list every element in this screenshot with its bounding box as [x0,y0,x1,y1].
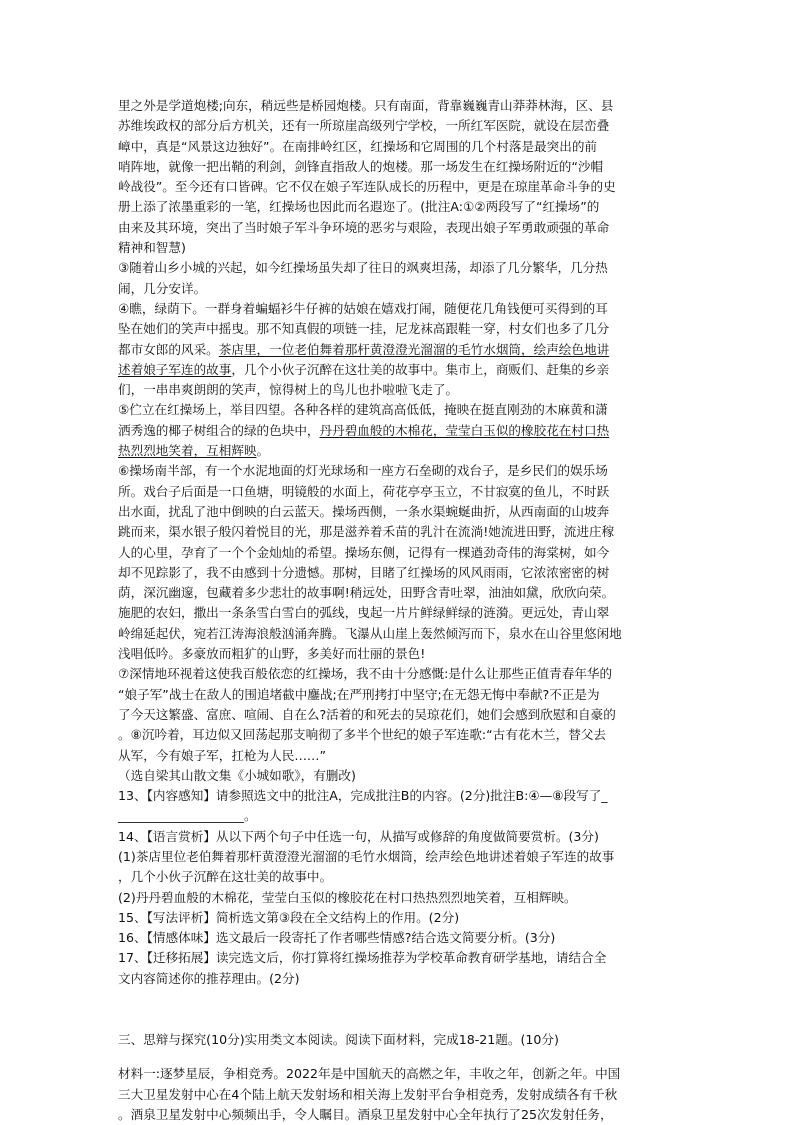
text-segment: ⑤伫立在红操场上，举目四望。各种各样的建筑高高低低，掩映在挺直刚劲的木麻黄和潇 [118,402,608,418]
text-segment: 哨阵地，就像一把出鞘的利剑，剑锋直指敌人的炮楼。那一场发生在红操场附近的“沙帽 [118,158,604,174]
section-heading: 三、思辩与探究(10分)实用类文本阅读。阅读下面材料，完成18-21题。(10分) [118,1032,559,1048]
passage-line [118,725,678,745]
passage-line [118,157,678,177]
section-spacer [118,989,678,1030]
text-segment: 文内容简述你的推荐理由。(2分) [118,970,300,986]
text-segment: 精神和智慧) [118,240,186,256]
question-line [118,908,678,928]
text-segment: 浅唱低吟。多豪放而粗犷的山野，多美好而壮丽的景色! [118,646,426,662]
text-segment: 坠在她们的笑声中摇曳。那不知真假的项链一挂，尼龙袜高跟鞋一穿，村女们也多了几分 [118,321,610,337]
passage-line [118,583,678,603]
passage-line [118,137,678,157]
text-segment: 洒秀逸的椰子树组合的绿的色块中， [118,422,320,438]
passage-line [118,177,678,197]
text-segment: 17、【迁移拓展】读完选文后，你打算将红操场推荐为学校革命教育研学基地，请结合全 [118,950,607,966]
text-segment: ，几个小伙子沉醉在这壮美的故事中。集市上，商贩们、赶集的乡亲 [231,361,610,377]
passage-line [118,766,678,786]
text-segment: 岭战役”。至今还有口皆碑。它不仅在娘子军连队成长的历程中，更是在琼崖革命斗争的史 [118,179,616,195]
text-segment: (1)茶店里位老伯舞着那杆黄澄澄光溜溜的毛竹水烟筒，绘声绘色地讲述着娘子军连的故事 [118,848,615,864]
text-segment: 出水面，扰乱了池中倒映的白云蓝天。操场西侧，一条水渠蜿蜒曲折，从西南面的山坡奔 [118,503,610,519]
text-segment: 所。戏台子后面是一口鱼塘，明镜般的水面上，荷花亭亭玉立，不甘寂寞的鱼儿，不时跃 [118,483,610,499]
text-segment: (2)丹丹碧血般的木棉花，莹莹白玉似的橡胶花在村口热热烈烈地笑着，互相辉映。 [118,889,577,905]
reading-passage [118,96,678,786]
question-line [118,948,678,968]
text-segment: 施肥的农妇，撒出一条条雪白雪白的弧线，曳起一片片鲜绿鲜绿的涟漪。更远处，青山翠 [118,605,610,621]
passage-line [118,421,678,441]
passage-line [118,299,678,319]
passage-line [118,116,678,136]
question-line [118,888,678,908]
section-spacer [118,1050,678,1064]
text-segment: 闹，几分安详。 [118,280,207,296]
text-segment: 。酒泉卫星发射中心频频出手，令人瞩目。酒泉卫星发射中心全年执行了25次发射任务， [118,1106,613,1122]
underlined-text: 茶店里，一位老伯舞着那杆黄澄澄光溜溜的毛竹水烟筒，绘声绘色地讲 [218,341,610,357]
text-segment: 苏维埃政权的部分后方机关，还有一所琼崖高级列宁学校，一所红军医院，就设在层峦叠 [118,118,610,134]
question-line [118,806,678,826]
text-segment: （选自梁其山散文集《小城如歌》，有删改) [118,767,356,783]
passage-line [118,360,678,380]
text-segment: 却不见踪影了，我不由感到十分遗憾。那树，目睹了红操场的风风雨雨，它浓浓密密的树 [118,564,610,580]
material-line [118,1085,678,1105]
text-segment: 材料一:逐梦星辰，争相竞秀。2022年是中国航天的高燃之年，丰收之年，创新之年。中国 [118,1066,621,1082]
text-segment: “娘子军”战士在敌人的围追堵截中鏖战;在严刑拷打中坚守;在无怨无悔中奉献?不正是为 [118,686,600,702]
text-segment: 们，一串串爽朗朗的笑声，惊得树上的鸟儿也扑啦啦飞走了。 [118,382,459,398]
text-segment: 。⑧沉吟着，耳边似又回荡起那支响彻了多半个世纪的娘子军连歌:“古有花木兰，替父去 [118,727,607,743]
text-segment: 荫，深沉幽邃，包藏着多少悲壮的故事啊!稍远处，田野含青吐翠，油油如黛，欣欣向荣。 [118,585,615,601]
text-segment: ____________________。 [118,808,257,824]
passage-line [118,400,678,420]
passage-line [118,644,678,664]
text-segment: 册上添了浓墨重彩的一笔，红操场也因此而名遐迩了。(批注A:①②两段写了“红操场”的 [118,199,600,215]
text-segment: ⑥操场南半部，有一个水泥地面的灯光球场和一座方石垒砌的戏台子，是乡民们的娱乐场 [118,463,608,479]
passage-line [118,624,678,644]
text-segment: 人的心里，孕育了一个个金灿灿的希望。操场东侧，记得有一棵遒劲奇伟的海棠树，如今 [118,544,610,560]
text-segment: 从军，今有娘子军，扛枪为人民……” [118,747,327,763]
question-line [118,786,678,806]
text-segment: 三大卫星发射中心在4个陆上航天发射场和相关海上发射平台争相竞秀，发射成绩各有千秋 [118,1086,618,1102]
passage-line [118,502,678,522]
passage-line [118,543,678,563]
material-line [118,1105,678,1125]
passage-line [118,461,678,481]
passage-line [118,441,678,461]
material-line [118,1064,678,1084]
text-segment: 都市女郎的风采。 [118,341,219,357]
text-segment: 岭绵延起伏，宛若江涛海浪般汹涌奔腾。飞瀑从山崖上轰然倾泻而下，泉水在山谷里悠闲地 [118,625,622,641]
passage-line [118,746,678,766]
text-segment: 15、【写法评析】简析选文第③段在全文结构上的作用。(2分) [118,909,460,925]
text-segment: 14、【语言赏析】从以下两个句子中任选一句，从描写或修辞的角度做简要赏析。(3分) [118,828,599,844]
passage-line [118,340,678,360]
text-segment: ⑦深情地环视着这使我百般依恋的红操场，我不由十分感慨:是什么让那些正值青春年华的 [118,666,613,682]
text-segment: 嶂中，真是“风景这边独好”。在南排岭红区，红操场和它周围的几个村落是最突出的前 [118,138,598,154]
question-line [118,969,678,989]
text-segment: ③随着山乡小城的兴起，如今红操场虽失却了往日的飒爽坦荡，却添了几分繁华，几分热 [118,260,608,276]
underlined-text: 丹丹碧血般的木棉花，莹莹白玉似的橡胶花在村口热 [319,422,610,438]
passage-line [118,482,678,502]
text-segment: 了今天这繁盛、富庶、喧闹、自在么?活着的和死去的吴琼花们，她们会感到欣慰和自豪的 [118,706,616,722]
passage-line [118,197,678,217]
underlined-text: 述着娘子军连的故事 [118,361,232,377]
text-segment: 里之外是学道炮楼;向东，稍远些是桥园炮楼。只有南面，背靠巍巍青山莽莽林海，区、县 [118,98,614,113]
passage-line [118,238,678,258]
text-segment: 由来及其环境，突出了当时娘子军斗争环境的恶劣与艰险，表现出娘子军勇敢顽强的革命 [118,219,610,235]
passage-line [118,279,678,299]
underlined-text: 热烈烈地笑着，互相辉映 [118,443,257,459]
passage-line [118,705,678,725]
text-segment: 。 [256,443,270,459]
passage-line [118,96,678,116]
text-segment: 13、【内容感知】请参照选文中的批注A，完成批注B的内容。(2分)批注B:④—⑧段写了_ [118,788,608,804]
passage-line [118,522,678,542]
question-line [118,928,678,948]
passage-line [118,664,678,684]
text-segment: 跳而来，渠水银子般闪着悦目的光，那是滋养着禾苗的乳汁在流淌!她流进田野，流进庄稼 [118,524,615,540]
question-line [118,867,678,887]
question-line [118,827,678,847]
document-content [118,96,678,1125]
passage-line [118,258,678,278]
text-segment: ，几个小伙子沉醉在这壮美的故事中。 [118,869,333,885]
text-segment: 16、【情感体味】选文最后一段寄托了作者哪些情感?结合选文简要分析。(3分) [118,930,556,946]
passage-line [118,380,678,400]
question-list [118,786,678,989]
passage-line [118,218,678,238]
question-line [118,847,678,867]
material-one [118,1064,678,1125]
passage-line [118,603,678,623]
text-segment: ④瞧，绿荫下。一群身着蝙蝠衫牛仔裤的姑娘在嬉戏打闹，随便花几角钱便可买得到的耳 [118,300,608,316]
passage-line [118,685,678,705]
passage-line [118,563,678,583]
passage-line [118,319,678,339]
